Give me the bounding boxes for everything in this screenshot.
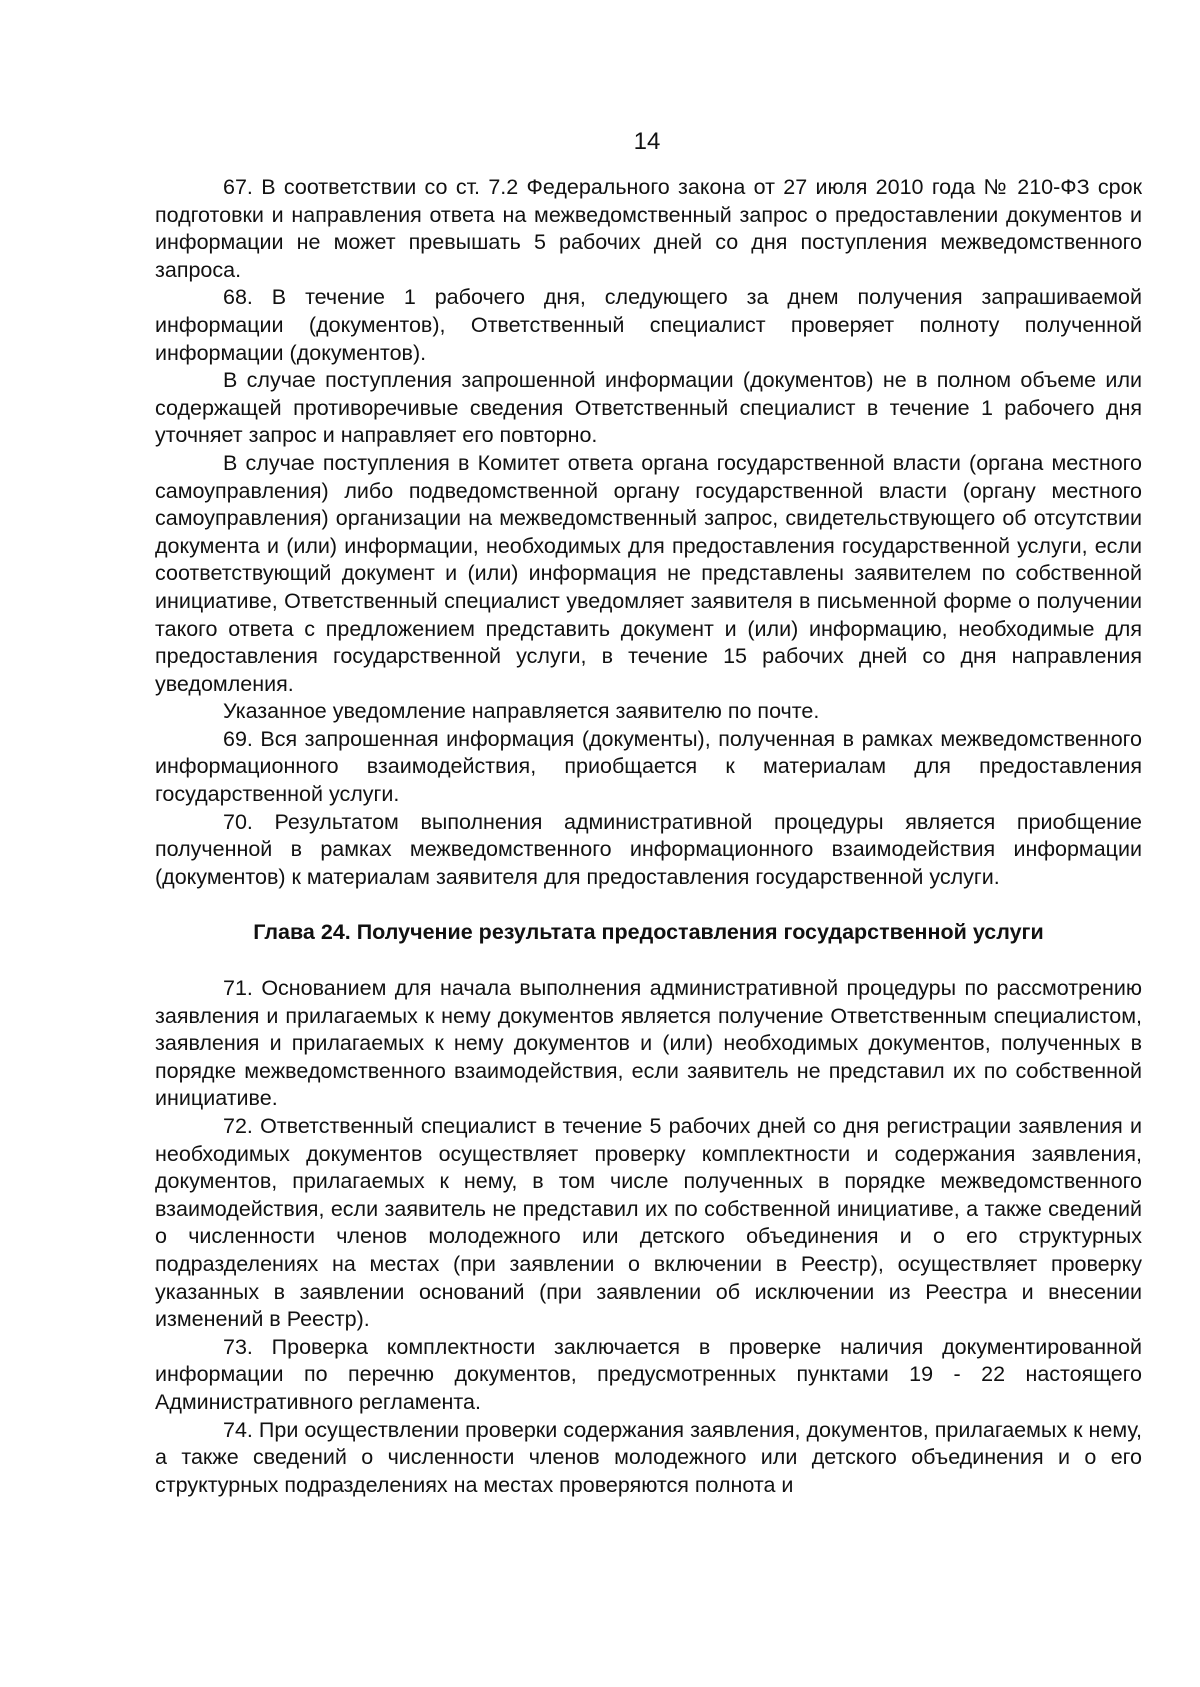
paragraph-68-notification-by-mail: Указанное уведомление направляется заявителю по почте. bbox=[223, 699, 820, 724]
paragraph-67: 67. В соответствии со ст. 7.2 Федерального закона от 27 июля 2010 года № 210-ФЗ срок подготовки и направления ответа на межведомственный запрос о предоставлении документов и информации не может превышать 5 рабочих дней со дня поступления межведомственного запроса. bbox=[155, 175, 1142, 282]
paragraph-68-incomplete-info: В случае поступления запрошенной информации (документов) не в полном объеме или содержащей противоречивые сведения Ответственный специалист в течение 1 рабочего дня уточняет запрос и направляет его повторно. bbox=[155, 368, 1142, 448]
page-number: 14 bbox=[633, 128, 661, 155]
paragraph-68-absence-response: В случае поступления в Комитет ответа органа государственной власти (органа местного самоуправления) либо подведомственной органу государственной власти (органу местного самоуправления) организации на межведомственный запрос, свидетельствующего об отсутствии документа и (или) информации, необходимых для предоставления государственной услуги, если соответствующий документ и (или) информация не представлены заявителем по собственной инициативе, Ответственный специалист уведомляет заявителя в письменной форме о получении такого ответа с предложением представить документ и (или) информацию, необходимые для предоставления государственной услуги, в течение 15 рабочих дней со дня направления уведомления. bbox=[155, 450, 1142, 696]
chapter-heading: Глава 24. Получение результата предоставления государственной услуги bbox=[253, 920, 1044, 945]
paragraph-74: 74. При осуществлении проверки содержания заявления, документов, прилагаемых к нему, а также сведений о численности членов молодежного или детского объединения и о его структурных подразделениях на местах проверяются полнота и bbox=[155, 1417, 1142, 1497]
paragraph-70: 70. Результатом выполнения административной процедуры является приобщение полученной в рамках межведомственного информационного взаимодействия информации (документов) к материалам заявителя для предоставления государственной услуги. bbox=[155, 809, 1142, 889]
paragraph-72: 72. Ответственный специалист в течение 5 рабочих дней со дня регистрации заявления и необходимых документов осуществляет проверку комплектности и содержания заявления, документов, прилагаемых к нему, в том числе полученных в порядке межведомственного взаимодействия, если заявитель не представил их по собственной инициативе, а также сведений о численности членов молодежного или детского объединения и о его структурных подразделениях на местах (при заявлении о включении в Реестр), осуществляет проверку указанных в заявлении оснований (при заявлении об исключении из Реестра и внесении изменений в Реестр). bbox=[155, 1114, 1142, 1332]
document-body bbox=[155, 174, 1142, 1499]
paragraph-68: 68. В течение 1 рабочего дня, следующего за днем получения запрашиваемой информации (документов), Ответственный специалист проверяет полноту полученной информации (документов). bbox=[155, 285, 1142, 365]
paragraph-71: 71. Основанием для начала выполнения административной процедуры по рассмотрению заявления и прилагаемых к нему документов является получение Ответственным специалистом, заявления и прилагаемых к нему документов и (или) необходимых документов, полученных в порядке межведомственного взаимодействия, если заявитель не представил их по собственной инициативе. bbox=[155, 976, 1142, 1111]
paragraph-69: 69. Вся запрошенная информация (документы), полученная в рамках межведомственного информационного взаимодействия, приобщается к материалам для предоставления государственной услуги. bbox=[155, 726, 1142, 807]
paragraph-73: 73. Проверка комплектности заключается в проверке наличия документированной информации по перечню документов, предусмотренных пунктами 19 - 22 настоящего Административного регламента. bbox=[155, 1334, 1142, 1414]
